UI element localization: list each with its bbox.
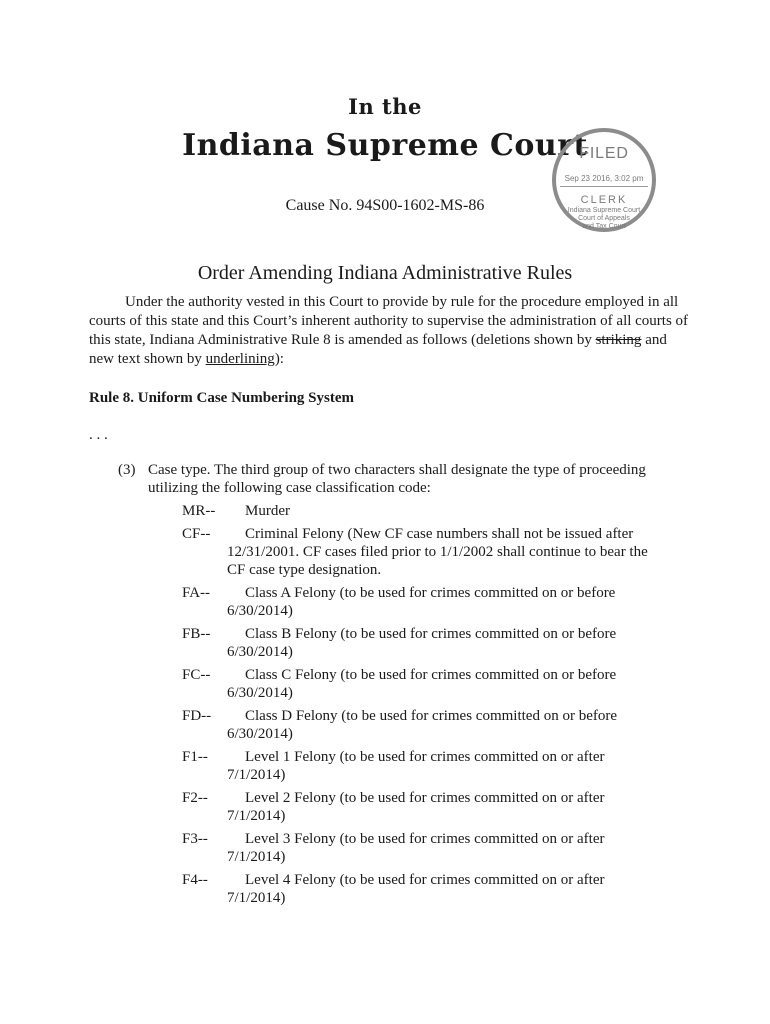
case-code-entry bbox=[182, 666, 682, 702]
case-code: F1-- bbox=[182, 749, 208, 765]
case-code-description-cont: 6/30/2014) bbox=[227, 726, 293, 742]
case-code-description: Class C Felony (to be used for crimes committed on or before bbox=[245, 667, 617, 683]
stamp-filed-label: FILED bbox=[579, 145, 629, 162]
case-code: FA-- bbox=[182, 585, 211, 601]
stamp-divider bbox=[560, 186, 648, 187]
case-code-description: Criminal Felony (New CF case numbers shall not be issued after bbox=[245, 526, 634, 542]
subsection-number: (3) bbox=[118, 462, 136, 478]
case-code: FD-- bbox=[182, 708, 212, 724]
case-code: F4-- bbox=[182, 872, 208, 888]
case-code: F2-- bbox=[182, 790, 208, 806]
order-title: Order Amending Indiana Administrative Rules bbox=[197, 262, 573, 284]
case-code: FC-- bbox=[182, 667, 211, 683]
case-code-description-cont: 7/1/2014) bbox=[227, 849, 286, 865]
case-code: F3-- bbox=[182, 831, 208, 847]
case-code-description-cont: 7/1/2014) bbox=[227, 808, 286, 824]
case-code-description-cont: 7/1/2014) bbox=[227, 767, 286, 783]
court-name-heading: Indiana Supreme Court bbox=[182, 128, 588, 163]
stamp-line-2: Court of Appeals bbox=[578, 215, 630, 222]
case-code-description-cont: 6/30/2014) bbox=[227, 603, 293, 619]
intro-text-part-2: and new text shown by bbox=[89, 332, 667, 367]
subsection-text: Case type. The third group of two characters shall designate the type of proceeding utilizing the following case classification code: bbox=[148, 462, 646, 496]
filed-stamp bbox=[552, 128, 656, 232]
case-code-description: Level 2 Felony (to be used for crimes committed on or after bbox=[245, 790, 605, 806]
case-code-description: Class B Felony (to be used for crimes committed on or before bbox=[245, 626, 617, 642]
stamp-clerk-label: CLERK bbox=[580, 194, 628, 206]
case-code-description: Murder bbox=[245, 503, 290, 519]
case-code-entry bbox=[182, 748, 682, 784]
case-code-entry bbox=[182, 830, 682, 866]
case-code: CF-- bbox=[182, 526, 211, 542]
case-code-entry bbox=[182, 584, 682, 620]
case-code-entry bbox=[182, 871, 682, 907]
omission-ellipsis: . . . bbox=[89, 427, 108, 443]
stamp-line-1: Indiana Supreme Court bbox=[567, 207, 641, 214]
case-code-entry bbox=[182, 502, 682, 520]
case-code: MR-- bbox=[182, 503, 216, 519]
stamp-date: Sep 23 2016, 3:02 pm bbox=[564, 174, 644, 183]
case-code-entry bbox=[182, 625, 682, 661]
intro-text-part-1: Under the authority vested in this Court to provide by rule for the procedure employed in all courts of this state and this Court’s inherent authority to supervise the administration of all courts of this state, Indiana Administrative Rule 8 is amended as follows (deletions shown by bbox=[89, 294, 689, 348]
rule-heading: Rule 8. Uniform Case Numbering System bbox=[89, 390, 354, 406]
case-code-description: Level 3 Felony (to be used for crimes committed on or after bbox=[245, 831, 605, 847]
case-code-entry bbox=[182, 525, 682, 579]
intro-paragraph bbox=[89, 293, 689, 369]
strike-example: striking bbox=[595, 332, 642, 348]
case-code-description: Class A Felony (to be used for crimes committed on or before bbox=[245, 585, 616, 601]
underline-example: underlining bbox=[205, 351, 275, 367]
case-code-entry bbox=[182, 707, 682, 743]
case-code-description: Level 4 Felony (to be used for crimes committed on or after bbox=[245, 872, 605, 888]
case-code-description: Level 1 Felony (to be used for crimes committed on or after bbox=[245, 749, 605, 765]
case-code: FB-- bbox=[182, 626, 211, 642]
case-code-description-cont: 7/1/2014) bbox=[227, 890, 286, 906]
cause-number: Cause No. 94S00-1602-MS-86 bbox=[285, 197, 485, 214]
case-code-list bbox=[182, 502, 682, 912]
intro-text-part-3: ): bbox=[274, 351, 284, 367]
court-heading-prefix: In the bbox=[348, 94, 422, 119]
case-code-entry bbox=[182, 789, 682, 825]
stamp-line-3: and Tax Court bbox=[582, 223, 626, 230]
case-code-description-cont: 6/30/2014) bbox=[227, 644, 293, 660]
case-code-description-cont: 12/31/2001. CF cases filed prior to 1/1/2002 shall continue to bear the CF case type designation. bbox=[227, 544, 648, 578]
case-code-description-cont: 6/30/2014) bbox=[227, 685, 293, 701]
case-code-description: Class D Felony (to be used for crimes committed on or before bbox=[245, 708, 617, 724]
